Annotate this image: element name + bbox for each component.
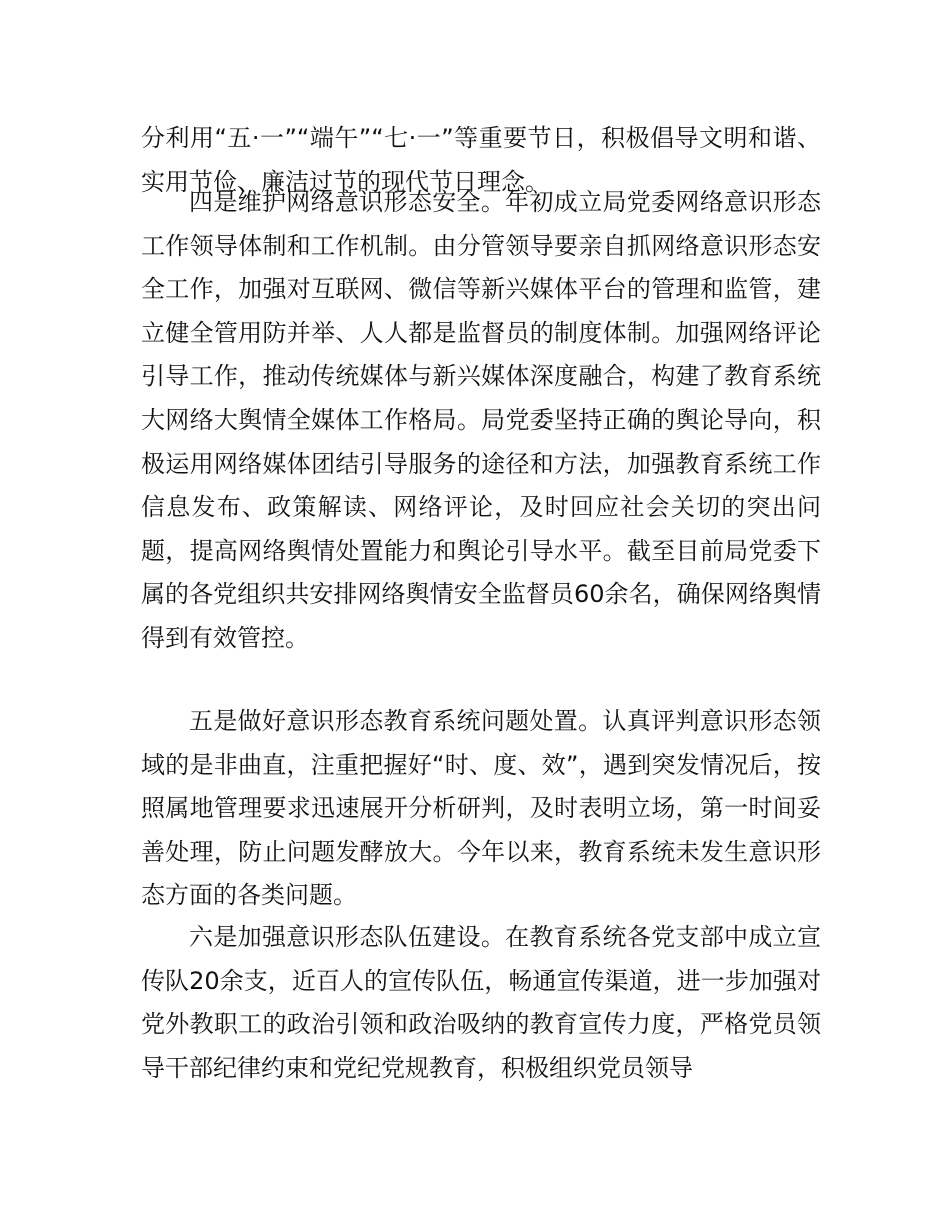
paragraph-network-ideology-security: 四是维护网络意识形态安全。年初成立局党委网络意识形态工作领导体制和工作机制。由分管领导要亲自抓网络意识形态安全工作，加强对互联网、微信等新兴媒体平台的管理和监管，建立健全管用防并举、人人都是监督员的制度体制。加强网络评论引导工作，推动传统媒体与新兴媒体深度融合，构建了教育系统大网络大舆情全媒体工作格局。局党委坚持正确的舆论导向，积极运用网络媒体团结引导服务的途径和方法，加强教育系统工作信息发布、政策解读、网络评论，及时回应社会关切的突出问题，提高网络舆情处置能力和舆论引导水平。截至目前局党委下属的各党组织共安排网络舆情安全监督员60余名，确保网络舆情得到有效管控。 — [141, 188, 821, 652]
paragraph-issue-handling: 五是做好意识形态教育系统问题处置。认真评判意识形态领域的是非曲直，注重把握好“时、度、效”，遇到突发情况后，按照属地管理要求迅速展开分析研判，及时表明立场，第一时间妥善处理，防止问题发酵放大。今年以来，教育系统未发生意识形态方面的各类问题。 — [141, 707, 821, 910]
paragraph-team-building: 六是加强意识形态队伍建设。在教育系统各党支部中成立宣传队20余支，近百人的宣传队伍，畅通宣传渠道，进一步加强对党外教职工的政治引领和政治吸纳的教育宣传力度，严格党员领导干部纪律约束和党纪党规教育，积极组织党员领导 — [141, 923, 821, 1082]
paragraph-continuation: 分利用“五·一”“端午”“七·一”等重要节日，积极倡导文明和谐、实用节俭、廉洁过节的现代节日理念。 — [141, 124, 821, 196]
